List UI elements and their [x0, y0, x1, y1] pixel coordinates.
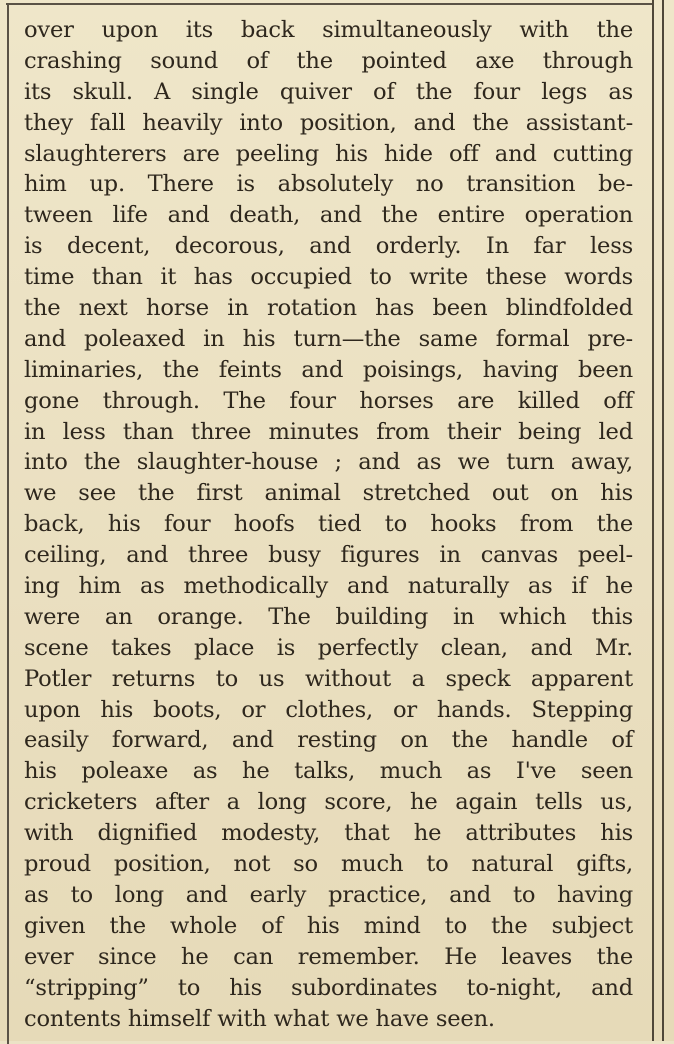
text-line: him up. There is absolutely no transition be-	[24, 171, 633, 198]
article-text-column	[24, 15, 633, 1034]
text-line: Potler returns to us without a speck apparent	[24, 665, 633, 692]
text-line: liminaries, the feints and poisings, having been	[24, 356, 633, 383]
text-line: crashing sound of the pointed axe through	[24, 47, 633, 74]
text-line: is decent, decorous, and orderly. In far less	[24, 233, 633, 260]
top-column-rule	[6, 3, 652, 5]
text-line: given the whole of his mind to the subject	[24, 912, 633, 939]
text-line: proud position, not so much to natural gifts,	[24, 851, 633, 878]
text-line: and poleaxed in his turn—the same formal pre-	[24, 325, 633, 352]
text-line: “stripping” to his subordinates to-night, and	[24, 974, 633, 1001]
text-line: his poleaxe as he talks, much as I've seen	[24, 758, 633, 785]
text-line: they fall heavily into position, and the assistant-	[24, 109, 633, 136]
text-line: slaughterers are peeling his hide off and cutting	[24, 140, 633, 167]
text-line: ing him as methodically and naturally as if he	[24, 573, 633, 600]
text-line: gone through. The four horses are killed off	[24, 387, 633, 414]
text-line: easily forward, and resting on the handle of	[24, 727, 633, 754]
text-line: with dignified modesty, that he attributes his	[24, 820, 633, 847]
text-line: as to long and early practice, and to having	[24, 881, 633, 908]
text-line: time than it has occupied to write these words	[24, 264, 633, 291]
text-line: contents himself with what we have seen.	[24, 1005, 495, 1032]
text-line: over upon its back simultaneously with the	[24, 17, 633, 43]
text-line: ceiling, and three busy figures in canvas peel-	[24, 542, 633, 569]
right-column-rule	[652, 0, 654, 1041]
text-line: its skull. A single quiver of the four legs as	[24, 78, 633, 105]
text-line: upon his boots, or clothes, or hands. Stepping	[24, 696, 633, 723]
text-line: were an orange. The building in which this	[24, 603, 633, 630]
left-column-rule	[7, 3, 9, 1044]
text-line: in less than three minutes from their being led	[24, 418, 633, 445]
right-column-rule-outer	[662, 0, 664, 1041]
text-line: into the slaughter-house ; and as we turn away,	[24, 449, 633, 476]
text-line: back, his four hoofs tied to hooks from the	[24, 511, 633, 538]
text-line: cricketers after a long score, he again tells us,	[24, 789, 633, 816]
text-line: we see the first animal stretched out on his	[24, 480, 633, 507]
text-line: ever since he can remember. He leaves the	[24, 943, 633, 970]
text-line: the next horse in rotation has been blindfolded	[24, 295, 633, 322]
text-line: tween life and death, and the entire operation	[24, 202, 633, 229]
text-line: scene takes place is perfectly clean, and Mr.	[24, 634, 633, 661]
